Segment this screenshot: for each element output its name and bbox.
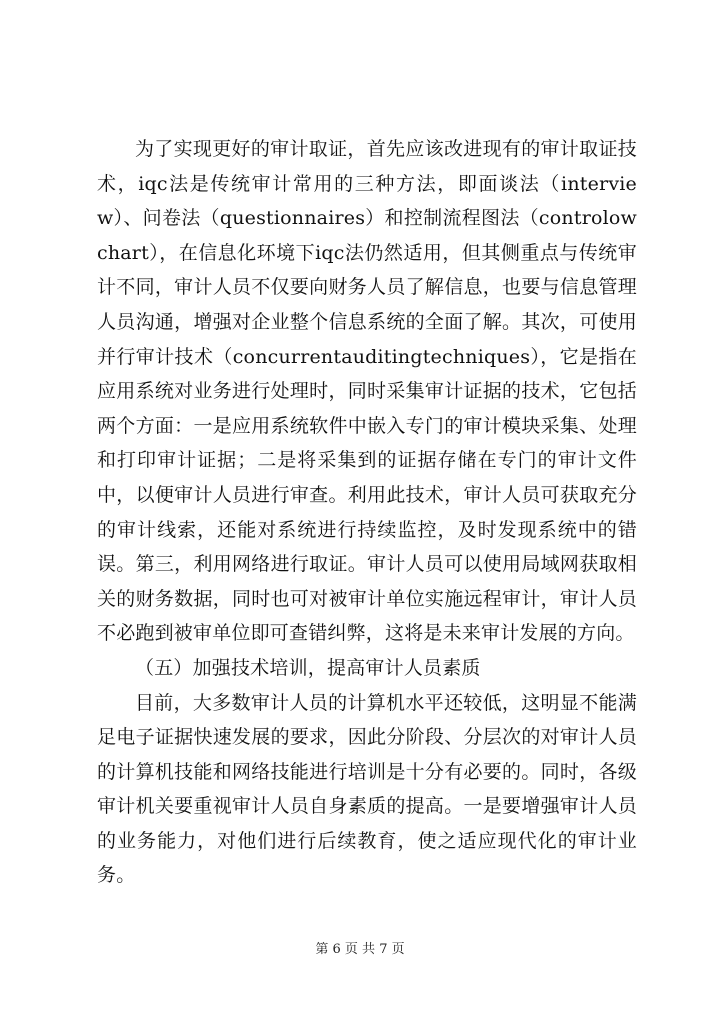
page-number-footer: 第 6 页 共 7 页: [315, 942, 405, 957]
body-paragraph-1: 为了实现更好的审计取证，首先应该改进现有的审计取证技术，iqc法是传统审计常用的三种方法，即面谈法（interview）、问卷法（questionnaires）和控制流程图法（controlowchart），在信息化环境下iqc法仍然适用，但其侧重点与传统审计不同，审计人员不仅要向财务人员了解信息，也要与信息管理人员沟通，增强对企业整个信息系统的全面了解。其次，可使用并行审计技术（concurrentauditingtechniques），它是指在应用系统对业务进行处理时，同时采集审计证据的技术，它包括两个方面：一是应用系统软件中嵌入专门的审计模块采集、处理和打印审计证据；二是将采集到的证据存储在专门的审计文件中，以便审计人员进行审查。利用此技术，审计人员可获取充分的审计线索，还能对系统进行持续监控，及时发现系统中的错误。第三，利用网络进行取证。审计人员可以使用局域网获取相关的财务数据，同时也可对被审计单位实施远程审计，审计人员不必跑到被审单位即可查错纠弊，这将是未来审计发展的方向。: [97, 138, 637, 645]
section-heading: （五）加强技术培训，提高审计人员素质: [135, 656, 481, 679]
page-body: [97, 132, 637, 893]
body-paragraph-2: 目前，大多数审计人员的计算机水平还较低，这明显不能满足电子证据快速发展的要求，因此分阶段、分层次的对审计人员的计算机技能和网络技能进行培训是十分有必要的。同时，各级审计机关要重视审计人员自身素质的提高。一是要增强审计人员的业务能力，对他们进行后续教育，使之适应现代化的审计业务。: [97, 691, 637, 887]
